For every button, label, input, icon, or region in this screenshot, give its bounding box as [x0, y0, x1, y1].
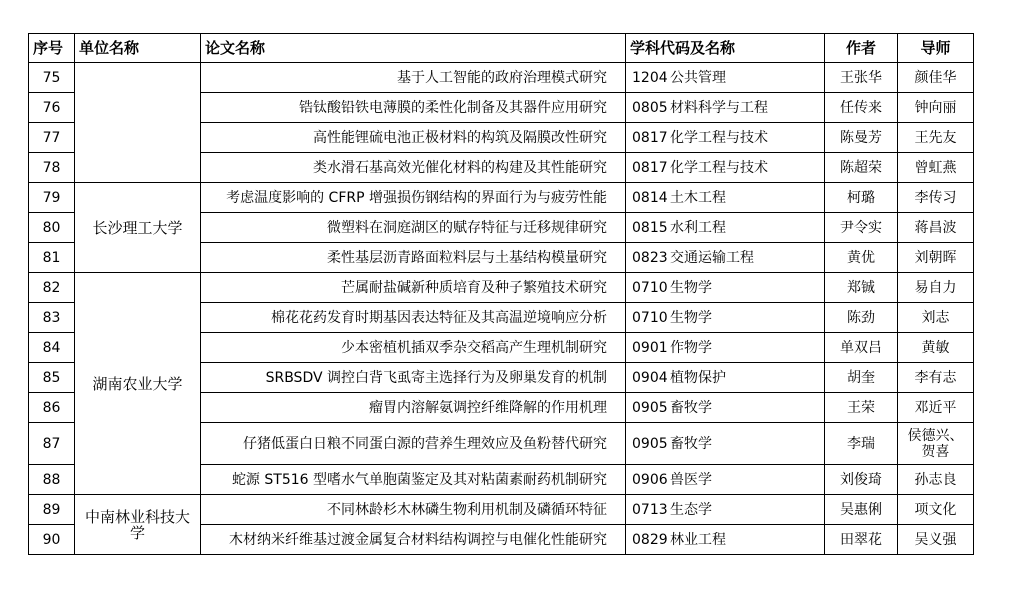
advisor-name: 李传习 [898, 183, 974, 213]
author-name: 田翠花 [825, 525, 898, 555]
subject-code: 0815 [632, 219, 668, 236]
subject-code: 0901 [632, 339, 668, 356]
subject-cell [626, 273, 825, 303]
subject-cell [626, 123, 825, 153]
row-number: 81 [29, 243, 75, 273]
subject-cell [626, 243, 825, 273]
unit-name-cell: 长沙理工大学 [75, 183, 201, 273]
table-row [29, 273, 974, 303]
advisor-name: 刘志 [898, 303, 974, 333]
row-number: 83 [29, 303, 75, 333]
header-subject: 学科代码及名称 [626, 34, 825, 63]
thesis-title: 木材纳米纤维基过渡金属复合材料结构调控与电催化性能研究 [201, 525, 626, 555]
subject-cell [626, 303, 825, 333]
advisor-name: 吴义强 [898, 525, 974, 555]
author-name: 陈超荣 [825, 153, 898, 183]
subject-cell [626, 93, 825, 123]
subject-code: 0710 [632, 309, 668, 326]
subject-cell [626, 393, 825, 423]
row-number: 75 [29, 63, 75, 93]
author-name: 黄优 [825, 243, 898, 273]
author-name: 王荣 [825, 393, 898, 423]
row-number: 88 [29, 465, 75, 495]
unit-name-cell: 中南林业科技大学 [75, 495, 201, 555]
subject-name: 畜牧学 [670, 435, 712, 452]
thesis-title: 柔性基层沥青路面粒料层与土基结构模量研究 [201, 243, 626, 273]
header-row [29, 34, 974, 63]
thesis-title: 蛇源 ST516 型嗜水气单胞菌鉴定及其对粘菌素耐药机制研究 [201, 465, 626, 495]
unit-name-cell [75, 63, 201, 183]
subject-name: 生物学 [670, 279, 712, 296]
subject-name: 化学工程与技术 [670, 159, 768, 176]
row-number: 78 [29, 153, 75, 183]
row-number: 82 [29, 273, 75, 303]
thesis-title: 考虑温度影响的 CFRP 增强损伤钢结构的界面行为与疲劳性能 [201, 183, 626, 213]
advisor-name: 侯德兴、贺喜 [898, 423, 974, 465]
subject-cell [626, 333, 825, 363]
subject-code: 0817 [632, 129, 668, 146]
subject-code: 1204 [632, 69, 668, 86]
subject-name: 生物学 [670, 309, 712, 326]
subject-code: 0713 [632, 501, 668, 518]
subject-code: 0817 [632, 159, 668, 176]
table-row [29, 63, 974, 93]
subject-cell [626, 465, 825, 495]
row-number: 85 [29, 363, 75, 393]
author-name: 柯璐 [825, 183, 898, 213]
subject-name: 植物保护 [670, 369, 726, 386]
subject-code: 0710 [632, 279, 668, 296]
thesis-title: 瘤胃内溶解氨调控纤维降解的作用机理 [201, 393, 626, 423]
author-name: 陈曼芳 [825, 123, 898, 153]
thesis-title: 棉花花药发育时期基因表达特征及其高温逆境响应分析 [201, 303, 626, 333]
subject-name: 生态学 [670, 501, 712, 518]
thesis-title: 微塑料在洞庭湖区的赋存特征与迁移规律研究 [201, 213, 626, 243]
advisor-name: 孙志良 [898, 465, 974, 495]
advisor-name: 李有志 [898, 363, 974, 393]
thesis-title: 类水滑石基高效光催化材料的构建及其性能研究 [201, 153, 626, 183]
thesis-title: 高性能锂硫电池正极材料的构筑及隔膜改性研究 [201, 123, 626, 153]
subject-name: 土木工程 [670, 189, 726, 206]
row-number: 90 [29, 525, 75, 555]
subject-cell [626, 63, 825, 93]
subject-code: 0906 [632, 471, 668, 488]
subject-code: 0905 [632, 399, 668, 416]
subject-cell [626, 423, 825, 465]
advisor-name: 钟向丽 [898, 93, 974, 123]
subject-code: 0814 [632, 189, 668, 206]
subject-cell [626, 213, 825, 243]
subject-name: 兽医学 [670, 471, 712, 488]
thesis-title: 仔猪低蛋白日粮不同蛋白源的营养生理效应及鱼粉替代研究 [201, 423, 626, 465]
thesis-title: 锆钛酸铅铁电薄膜的柔性化制备及其器件应用研究 [201, 93, 626, 123]
subject-name: 林业工程 [670, 531, 726, 548]
advisor-name: 易自力 [898, 273, 974, 303]
author-name: 单双吕 [825, 333, 898, 363]
thesis-title: 基于人工智能的政府治理模式研究 [201, 63, 626, 93]
row-number: 84 [29, 333, 75, 363]
advisor-name: 蒋昌波 [898, 213, 974, 243]
author-name: 李瑞 [825, 423, 898, 465]
row-number: 89 [29, 495, 75, 525]
subject-name: 公共管理 [670, 69, 726, 86]
row-number: 86 [29, 393, 75, 423]
table-row [29, 495, 974, 525]
subject-code: 0805 [632, 99, 668, 116]
subject-code: 0904 [632, 369, 668, 386]
advisor-name: 邓近平 [898, 393, 974, 423]
author-name: 胡奎 [825, 363, 898, 393]
unit-name-cell: 湖南农业大学 [75, 273, 201, 495]
subject-cell [626, 363, 825, 393]
thesis-title: 少本密植机插双季杂交稻高产生理机制研究 [201, 333, 626, 363]
author-name: 刘俊琦 [825, 465, 898, 495]
subject-cell [626, 495, 825, 525]
subject-name: 作物学 [670, 339, 712, 356]
author-name: 任传来 [825, 93, 898, 123]
header-advisor: 导师 [898, 34, 974, 63]
author-name: 郑铖 [825, 273, 898, 303]
thesis-title: SRBSDV 调控白背飞虱寄主选择行为及卵巢发育的机制 [201, 363, 626, 393]
thesis-title: 芒属耐盐碱新种质培育及种子繁殖技术研究 [201, 273, 626, 303]
row-number: 80 [29, 213, 75, 243]
subject-code: 0823 [632, 249, 668, 266]
author-name: 吴惠俐 [825, 495, 898, 525]
author-name: 尹令实 [825, 213, 898, 243]
thesis-table [28, 33, 974, 555]
subject-code: 0905 [632, 435, 668, 452]
row-number: 77 [29, 123, 75, 153]
advisor-name: 颜佳华 [898, 63, 974, 93]
header-no: 序号 [29, 34, 75, 63]
row-number: 87 [29, 423, 75, 465]
advisor-name: 王先友 [898, 123, 974, 153]
subject-name: 化学工程与技术 [670, 129, 768, 146]
subject-cell [626, 525, 825, 555]
advisor-name: 项文化 [898, 495, 974, 525]
header-unit: 单位名称 [75, 34, 201, 63]
subject-name: 畜牧学 [670, 399, 712, 416]
subject-name: 交通运输工程 [670, 249, 754, 266]
row-number: 76 [29, 93, 75, 123]
row-number: 79 [29, 183, 75, 213]
advisor-name: 曾虹燕 [898, 153, 974, 183]
author-name: 王张华 [825, 63, 898, 93]
subject-name: 水利工程 [670, 219, 726, 236]
author-name: 陈劲 [825, 303, 898, 333]
subject-cell [626, 183, 825, 213]
subject-cell [626, 153, 825, 183]
header-author: 作者 [825, 34, 898, 63]
thesis-title: 不同林龄杉木林磷生物利用机制及磷循环特征 [201, 495, 626, 525]
advisor-name: 黄敏 [898, 333, 974, 363]
subject-name: 材料科学与工程 [670, 99, 768, 116]
subject-code: 0829 [632, 531, 668, 548]
table-row [29, 183, 974, 213]
advisor-name: 刘朝晖 [898, 243, 974, 273]
header-title: 论文名称 [201, 34, 626, 63]
